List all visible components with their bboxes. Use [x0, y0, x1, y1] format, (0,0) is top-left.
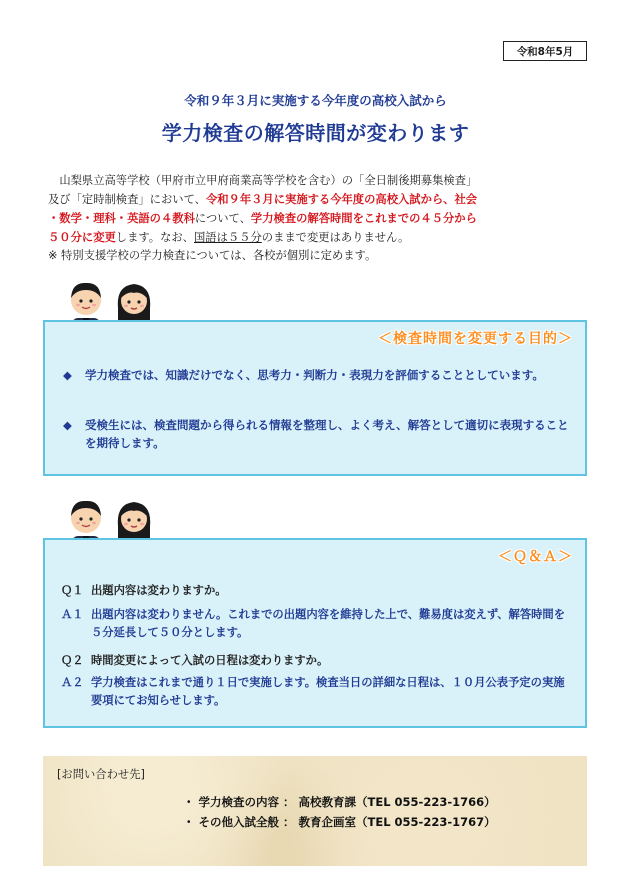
- qa-text: 時間変更によって入試の日程は変わりますか。: [91, 654, 329, 667]
- purpose-header: ＜検査時間を変更する目的＞: [378, 331, 573, 347]
- purpose-item-text: 学力検査では、知識だけでなく、思考力・判断力・表現力を評価することとしています。: [85, 368, 544, 382]
- purpose-item: [63, 366, 573, 384]
- qa-tag: Ａ２: [61, 676, 84, 689]
- contact-line-2: ・ その他入試全般 ： 教育企画室（TEL 055-223-1767）: [183, 815, 496, 829]
- page-title: 学力検査の解答時間が変わります: [161, 121, 470, 145]
- qa-header: ＜Ｑ＆Ａ＞: [498, 549, 573, 565]
- diamond-bullet-icon: ◆: [63, 418, 72, 432]
- contact-title: [お問い合わせ先]: [57, 768, 145, 781]
- intro-text-4: します。なお、: [115, 231, 194, 244]
- purpose-item-text: 受検生には、検査問題から得られる情報を整理し、よく考え、解答として適切に表現することを期待します。: [85, 418, 569, 450]
- answer-1: [61, 606, 573, 642]
- intro-text-1: 山梨県立高等学校（甲府市立甲府商業高等学校を含む）の「全日制後期募集検査」: [59, 174, 478, 187]
- qa-tag: Ｑ１: [61, 584, 84, 597]
- intro-paragraph: [48, 171, 588, 247]
- qa-text: 出題内容は変わりますか。: [91, 584, 227, 597]
- intro-underline: 国語は５５分: [193, 231, 262, 244]
- answer-2: [61, 674, 573, 710]
- intro-highlight-1: 令和９年３月に実施する今年度の高校入試から、社会: [205, 193, 478, 206]
- contact-box: [43, 756, 587, 866]
- qa-text: 学力検査はこれまで通り１日で実施します。検査当日の詳細な日程は、１０月公表予定の実施要項にてお知らせします。: [91, 676, 565, 707]
- date-label: 令和8年5月: [503, 41, 587, 61]
- qa-tag: Ｑ２: [61, 654, 84, 667]
- qa-text: 出題内容は変わりません。これまでの出題内容を維持した上で、難易度は変えず、解答時間を５分延長して５０分とします。: [91, 608, 566, 639]
- intro-text-2: 及び「定時制検査」において、: [48, 193, 206, 206]
- intro-highlight-4: ５０分に変更: [48, 231, 116, 244]
- purpose-item: [63, 416, 573, 452]
- question-1: [61, 582, 573, 600]
- question-2: [61, 652, 573, 670]
- subtitle: 令和９年３月に実施する今年度の高校入試から: [184, 93, 447, 108]
- purpose-box: [43, 320, 587, 476]
- intro-highlight-2: ・数学・理科・英語の４教科: [48, 212, 195, 225]
- intro-text-3: について、: [194, 212, 251, 225]
- note: ※ 特別支援学校の学力検査については、各校が個別に定めます。: [48, 249, 377, 262]
- intro-highlight-3: 学力検査の解答時間をこれまでの４５分から: [250, 212, 477, 225]
- diamond-bullet-icon: ◆: [63, 368, 72, 382]
- contact-line-1: ・ 学力検査の内容 ： 高校教育課（TEL 055-223-1766）: [183, 795, 496, 809]
- intro-text-5: のままで変更はありません。: [261, 231, 410, 244]
- qa-tag: Ａ１: [61, 608, 84, 621]
- qa-box: [43, 538, 587, 728]
